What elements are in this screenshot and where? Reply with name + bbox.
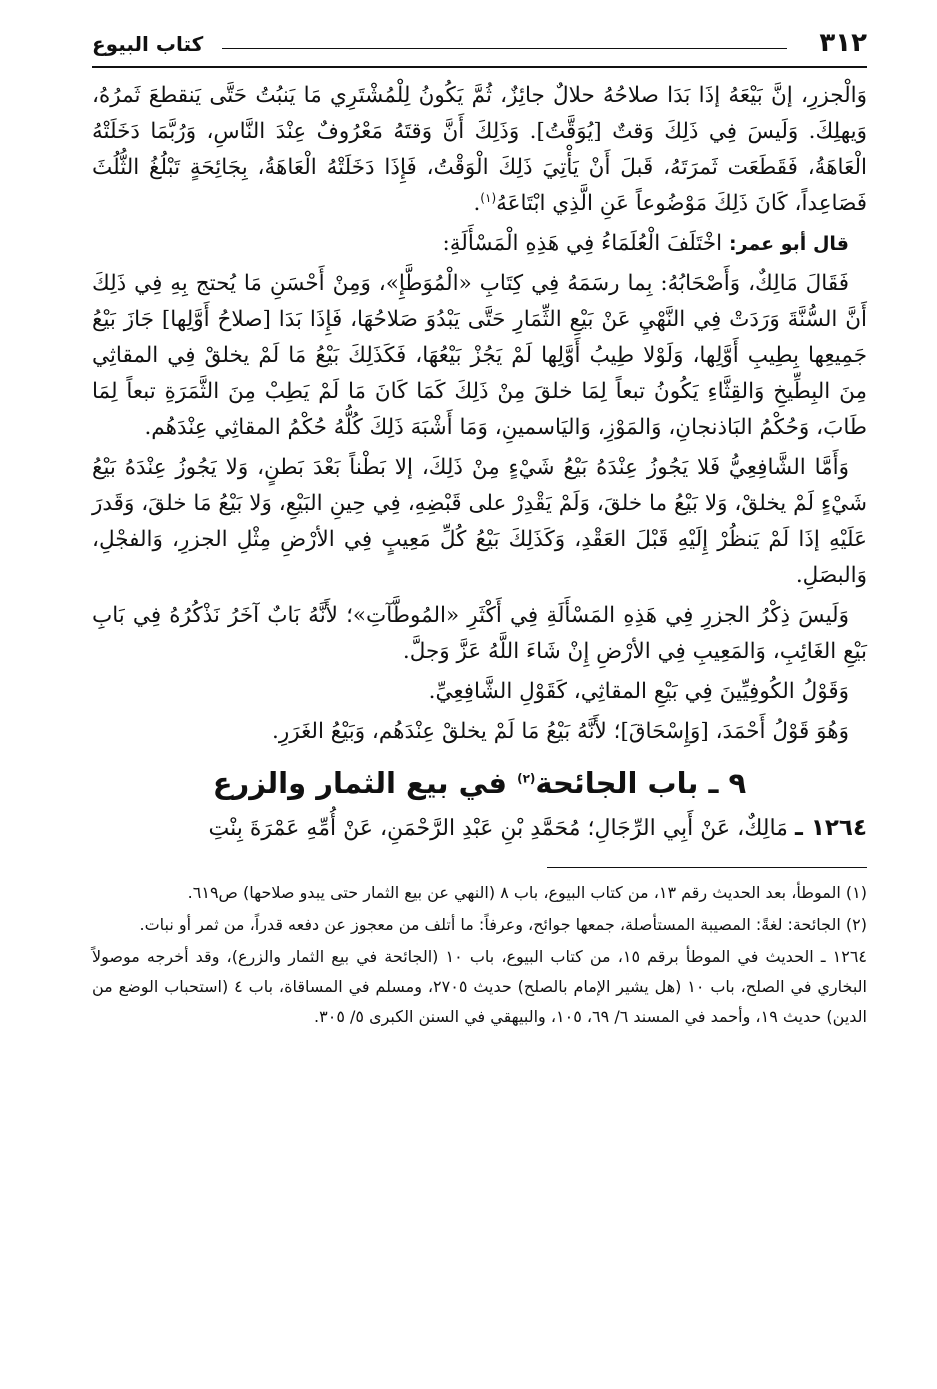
- footnote-2: [92, 910, 867, 940]
- running-title: كتاب البيوع: [92, 32, 204, 56]
- footnote-2-text: الجائحة: لغةً: المصيبة المستأصلة، جمعها جوائح، وعرفاً: ما أتلف من معجوز عن دفعه قدراً، من ثمر أو نبات.: [139, 915, 841, 934]
- footnote-1: [92, 878, 867, 908]
- main-text: [92, 78, 867, 849]
- footnote-1-text: الموطأ، بعد الحديث رقم ١٣، من كتاب البيوع، باب ٨ (النهي عن بيع الثمار حتى يبدو صلاحها) ص٦١٩.: [187, 883, 841, 902]
- chapter-title-start: ٩ ـ باب الجائحة: [535, 766, 747, 800]
- chapter-title-end: في بيع الثمار والزرع: [212, 766, 507, 800]
- footnotes: [92, 878, 867, 1032]
- footnote-3: [92, 942, 867, 1032]
- book-page: [92, 20, 867, 1370]
- paragraph-7: وَهُوَ قَوْلُ أَحْمَدَ، [وَإِسْحَاقَ]؛ لأَنَّهُ بَيْعُ مَا لَمْ يخلقْ عِنْدَهُم، وَبَيْعُ الغَرَرِ.: [271, 719, 849, 744]
- paragraph-2-text: اخْتَلَفَ الْعُلَمَاءُ فِي هَذِهِ الْمَسْأَلَةِ:: [442, 231, 723, 256]
- paragraph-1-text: وَالْجزرِ، إنَّ بَيْعَهُ إذَا بَدَا صلاحُهُ حلالٌ جائِزٌ، ثُمَّ يَكُونُ لِلْمُشْتَرِي مَا يَنبُتُ حَتَّى يَنقطعَ ثَمرُهُ، وَيهلِكَ. وَلَيسَ فِي ذَلِكَ وَقتٌ [يُوَقَّتُ]. وَذَلِكَ أَنَّ وَقتَهُ مَعْرُوفٌ عِنْدَ النَّاسِ، وَرُبَّمَا دَخَلَتْهُ الْعَاهَةُ، فَقَطَعَت ثَمرَتَهُ، قَبلَ أَنْ يَأْتِيَ ذَلِكَ الْوَقْتُ، فَإِذَا دَخَلَتْهُ الْعَاهَةُ، بِجَائِحَةٍ تَبْلُغُ الثُّلُثَ فَصَاعِداً، كَانَ ذَلِكَ مَوْضُوعاً عَنِ الَّذِي ابْتَاعَهُ: [92, 83, 867, 216]
- footnote-separator: [547, 867, 867, 868]
- page-header: [92, 20, 867, 68]
- paragraph-1: [92, 78, 867, 222]
- footnote-3-text: الحديث في الموطأ برقم ١٥، من كتاب البيوع، باب ١٠ (الجائحة في بيع الثمار والزرع)، وقد أخرجه موصولاً البخاري في الصلح، باب ١٠ (هل يشير الإمام بالصلح) حديث ٢٧٠٥، ومسلم في المساقاة، باب ٤ (استحباب الوضع من الدين) حديث ١٩، وأحمد في المسند ٦/ ٦٩، ١٠٥، والبيهقي في السنن الكبرى ٥/ ٣٠٥.: [92, 947, 867, 1026]
- page-number: ٣١٢: [819, 28, 867, 58]
- footnote-3-marker: ١٢٦٤ ـ: [820, 947, 867, 966]
- footnote-2-marker: (٢): [845, 915, 867, 934]
- hadith-number: ١٢٦٤ ـ: [794, 815, 867, 841]
- header-rule: [222, 48, 787, 49]
- chapter-title: [92, 758, 867, 808]
- hadith-text: مَالِكٌ، عَنْ أَبِي الرِّجَالِ؛ مُحَمَّدِ بْنِ عَبْدِ الرَّحْمَنِ، عَنْ أُمِّهِ عَمْرَةَ بِنْتِ: [208, 816, 788, 841]
- footnote-ref-2: (٢): [517, 771, 536, 786]
- speaker-label: قال أبو عمر:: [729, 233, 849, 255]
- hadith-opening: [92, 808, 867, 849]
- paragraph-2: [92, 226, 867, 262]
- paragraph-4: وَأَمَّا الشَّافِعِيُّ فَلا يَجُوزُ عِنْدَهُ بَيْعُ شَيْءٍ مِنْ ذَلِكَ، إلا بَطْناً بَعْدَ بَطنٍ، وَلا يَجُوزُ عِنْدَهُ بَيْعُ شَيْءٍ لَمْ يخلقْ، وَلا بَيْعُ ما خلقَ، وَلَمْ يَقْدِرْ على قَبْضِهِ، فِي حِينِ البَيْعِ، وَلا بَيْعُ مَا خلقَ، وَقَدرَ عَلَيْهِ إذَا لَمْ يَنظُرْ إِلَيْهِ قَبْلَ العَقْدِ، وَكَذَلِكَ بَيْعُ كُلِّ مَعِيبٍ فِي الأرْضِ مِثْلِ الجزرِ، وَالفجْلِ، وَالبصَلِ.: [92, 455, 867, 588]
- paragraph-6: وَقَوْلُ الكُوفِيِّينَ فِي بَيْعِ المقاثِي، كَقَوْلِ الشَّافِعِيِّ.: [428, 679, 849, 704]
- paragraph-1-end: .: [473, 191, 481, 216]
- paragraph-5: وَلَيسَ ذِكْرُ الجزرِ فِي هَذِهِ المَسْأَلَةِ فِي أَكْثَرِ «المُوطَّآتِ»؛ لأَنَّهُ بَابٌ آخَرُ نَذْكُرُهُ فِي بَابِ بَيْعِ الغَائِبِ، وَالمَعِيبِ فِي الأرْضِ إِنْ شَاءَ اللَّهُ عَزَّ وَجلَّ.: [92, 603, 867, 664]
- paragraph-3: فَقَالَ مَالِكٌ، وَأَصْحَابُهُ: بِما رسَمَهُ فِي كِتَابِ «الْمُوَطَّإِ»، وَمِنْ أَحْسَنِ مَا يُحتج بِهِ فِي ذَلِكَ أَنَّ السُّنَّةَ وَرَدَتْ فِي النَّهْيِ عَنْ بَيْعِ الثِّمَارِ حَتَّى يَبْدُوَ صَلاحُهَا، فَإِذَا بَدَا [صلاحُ أَوَّلِها] جَازَ بَيْعُ جَمِيعِها بِطِيبِ أَوَّلِها، وَلَوْلا طِيبُ أَوَّلِها لَمْ يَجُزْ بَيْعُهَا، فَكَذَلِكَ بَيْعُ مَا لَمْ يخلقْ فِي المقاثِي مِنَ البِطِّيخِ وَالقِثَّاءِ يَكُونُ تبعاً لِمَا خلقَ مِنْ ذَلِكَ كَمَا كَانَ مَا لَمْ يَطِبْ مِنَ الثَّمَرَةِ تبعاً لِمَا طَابَ، وَحُكْمُ البَاذنجانِ، وَالمَوْزِ، وَاليَاسمينِ، وَمَا أَشْبَهَ ذَلِكَ كُلُّهُ حُكْمُ المقاثِي عِنْدَهُم.: [92, 271, 867, 440]
- footnote-ref-1: (١): [480, 190, 497, 205]
- footnote-1-marker: (١): [845, 883, 867, 902]
